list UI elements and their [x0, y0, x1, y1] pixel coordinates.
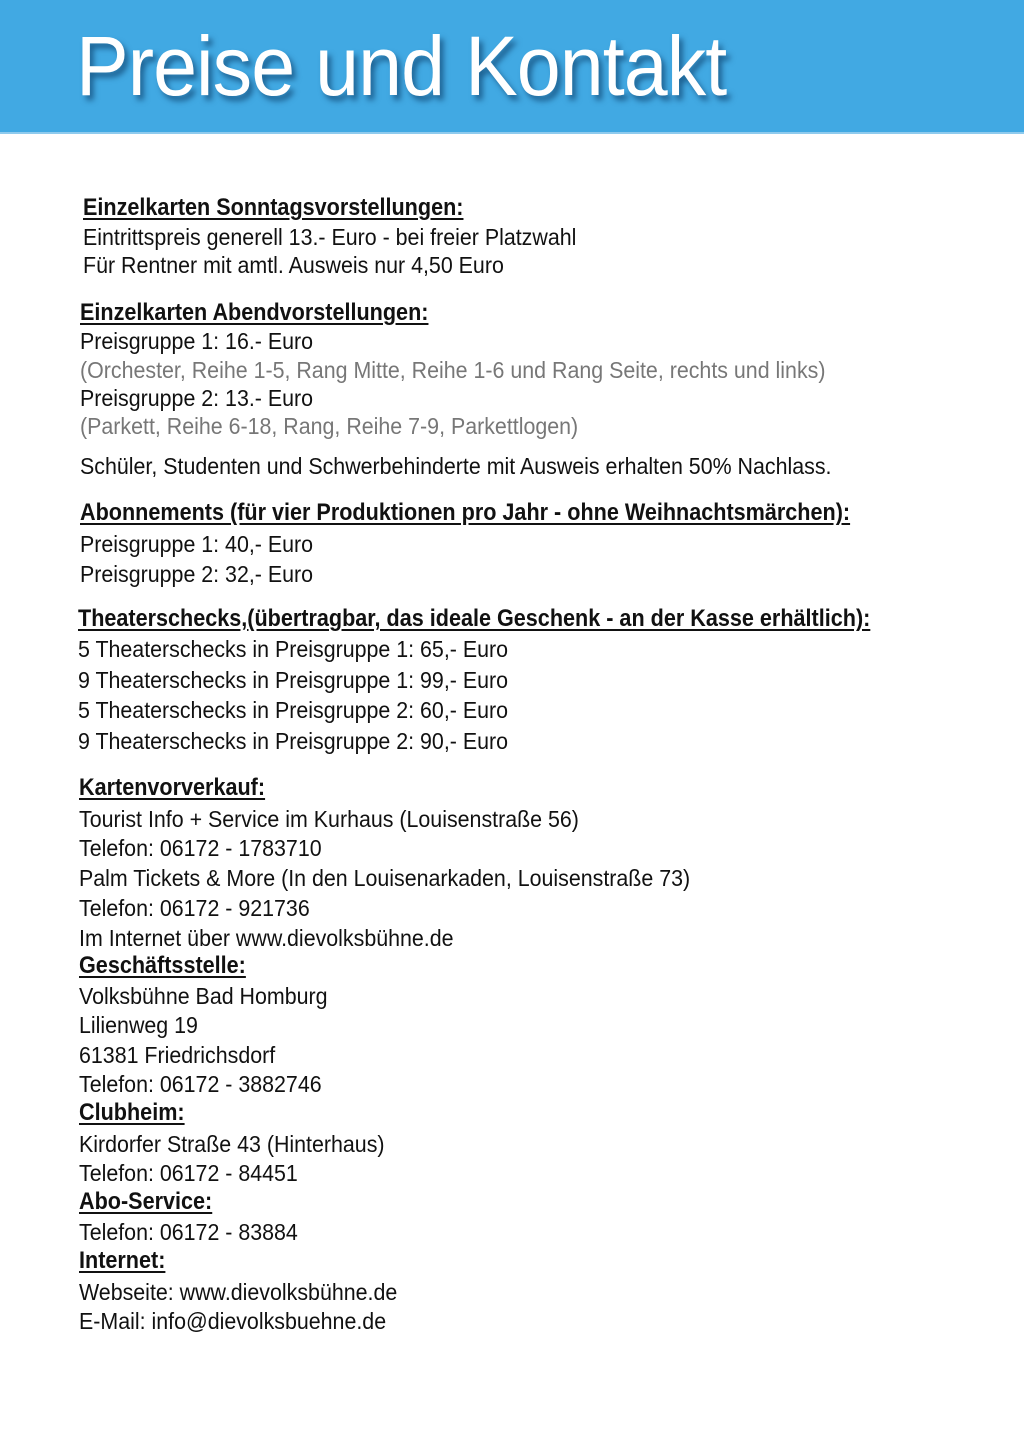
note-line: (Parkett, Reihe 6-18, Rang, Reihe 7-9, Parkettlogen)	[80, 413, 579, 439]
section-heading: Abonnements (für vier Produktionen pro Jahr - ohne Weihnachtsmärchen):	[80, 499, 851, 526]
section-heading: Clubheim:	[79, 1099, 185, 1126]
text-line: Im Internet über www.dievolksbühne.de	[79, 925, 454, 951]
text-line: 9 Theaterschecks in Preisgruppe 1: 99,- Euro	[78, 667, 509, 693]
website-line: Webseite: www.dievolksbühne.de	[79, 1279, 398, 1305]
text-line: 9 Theaterschecks in Preisgruppe 2: 90,- Euro	[78, 728, 509, 754]
note-line: (Orchester, Reihe 1-5, Rang Mitte, Reihe 1-6 und Rang Seite, rechts und links)	[80, 357, 826, 383]
text-line: Tourist Info + Service im Kurhaus (Louisenstraße 56)	[79, 806, 579, 832]
page-title: Preise und Kontakt	[76, 19, 727, 113]
text-line: Telefon: 06172 - 83884	[79, 1219, 298, 1245]
text-line: 5 Theaterschecks in Preisgruppe 1: 65,- Euro	[78, 636, 509, 662]
email-line: E-Mail: info@dievolksbuehne.de	[79, 1308, 387, 1334]
text-line: Palm Tickets & More (In den Louisenarkaden, Louisenstraße 73)	[79, 865, 691, 891]
text-line: Volksbühne Bad Homburg	[79, 983, 328, 1009]
text-line: Preisgruppe 2: 13.- Euro	[80, 385, 314, 411]
section-heading: Geschäftsstelle:	[79, 952, 246, 979]
text-line: Schüler, Studenten und Schwerbehinderte mit Ausweis erhalten 50% Nachlass.	[80, 453, 832, 479]
text-line: Telefon: 06172 - 1783710	[79, 835, 322, 861]
text-line: Für Rentner mit amtl. Ausweis nur 4,50 Euro	[83, 252, 504, 278]
section-heading: Abo-Service:	[79, 1188, 213, 1215]
text-line: Lilienweg 19	[79, 1012, 198, 1038]
text-line: Preisgruppe 1: 40,- Euro	[80, 531, 314, 557]
text-line: Telefon: 06172 - 921736	[79, 895, 310, 921]
text-line: Kirdorfer Straße 43 (Hinterhaus)	[79, 1131, 385, 1157]
text-line: Telefon: 06172 - 84451	[79, 1160, 298, 1186]
header-banner	[0, 0, 1024, 134]
text-line: Preisgruppe 1: 16.- Euro	[80, 328, 314, 354]
text-line: 61381 Friedrichsdorf	[79, 1042, 276, 1068]
section-heading: Einzelkarten Sonntagsvorstellungen:	[83, 194, 464, 221]
section-heading: Internet:	[79, 1247, 166, 1274]
section-heading: Einzelkarten Abendvorstellungen:	[80, 299, 429, 326]
text-line: Preisgruppe 2: 32,- Euro	[80, 561, 314, 587]
section-heading: Theaterschecks,(übertragbar, das ideale Geschenk - an der Kasse erhältlich):	[78, 605, 871, 632]
text-line: Eintrittspreis generell 13.- Euro - bei freier Platzwahl	[83, 224, 577, 250]
section-heading: Kartenvorverkauf:	[79, 774, 266, 801]
text-line: Telefon: 06172 - 3882746	[79, 1071, 322, 1097]
text-line: 5 Theaterschecks in Preisgruppe 2: 60,- Euro	[78, 697, 509, 723]
